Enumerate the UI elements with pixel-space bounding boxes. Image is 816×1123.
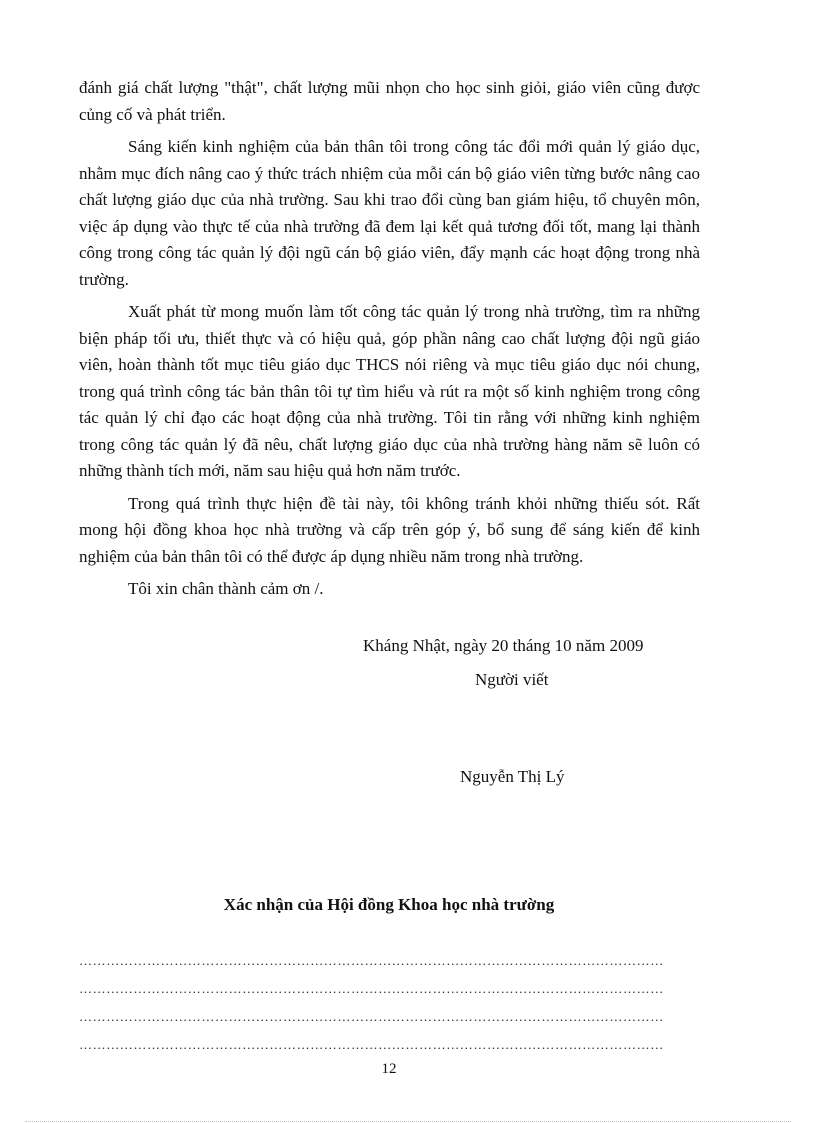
page-bottom-divider	[25, 1121, 791, 1122]
dotted-line: …………………………………………………………………………………………………………………	[79, 1009, 664, 1024]
place-date: Kháng Nhật, ngày 20 tháng 10 năm 2009	[363, 636, 644, 655]
paragraph-continuation: đánh giá chất lượng "thật", chất lượng mũi nhọn cho học sinh giỏi, giáo viên cũng được củng cố và phát triển.	[79, 78, 700, 124]
writer-label: Người viết	[475, 670, 549, 689]
dotted-line: …………………………………………………………………………………………………………………	[79, 1037, 664, 1052]
confirmation-title: Xác nhận của Hội đồng Khoa học nhà trường	[223, 895, 555, 914]
paragraph-thanks: Tôi xin chân thành cảm ơn /.	[128, 579, 324, 598]
paragraph-initiative: Sáng kiến kinh nghiệm của bản thân tôi trong công tác đổi mới quản lý giáo dục, nhằm mục đích nâng cao ý thức trách nhiệm của mỗi cán bộ giáo viên từng bước nâng cao chất lượng giáo dục của nhà trường. Sau khi trao đổi cùng ban giám hiệu, tổ chuyên môn, việc áp dụng vào thực tế của nhà trường đã đem lại kết quả tương đối tốt, mang lại thành công trong công tác quản lý đội ngũ cán bộ giáo viên, đẩy mạnh các hoạt động trong nhà trường.	[79, 137, 700, 289]
body-text	[79, 75, 700, 609]
dotted-line: …………………………………………………………………………………………………………………	[79, 953, 664, 968]
paragraph-motivation: Xuất phát từ mong muốn làm tốt công tác quản lý trong nhà trường, tìm ra những biện pháp tối ưu, thiết thực và có hiệu quả, góp phần nâng cao chất lượng đội ngũ giáo viên, hoàn thành tốt mục tiêu giáo dục THCS nói riêng và mục tiêu giáo dục nói chung, trong quá trình công tác bản thân tôi tự tìm hiểu và rút ra một số kinh nghiệm trong công tác quản lý chỉ đạo các hoạt động của nhà trường. Tôi tin rằng với những kinh nghiệm trong công tác quản lý đã nêu, chất lượng giáo dục của nhà trường hàng năm sẽ luôn có những thành tích mới, năm sau hiệu quả hơn năm trước.	[79, 302, 700, 480]
signer-name: Nguyễn Thị Lý	[460, 767, 565, 786]
dotted-line: …………………………………………………………………………………………………………………	[79, 981, 664, 996]
page-number: 12	[381, 1061, 397, 1077]
paragraph-request-feedback: Trong quá trình thực hiện đề tài này, tôi không tránh khỏi những thiếu sót. Rất mong hội đồng khoa học nhà trường và cấp trên góp ý, bổ sung để sáng kiến để kinh nghiệm của bản thân tôi có thể được áp dụng nhiều năm trong nhà trường.	[79, 493, 700, 566]
